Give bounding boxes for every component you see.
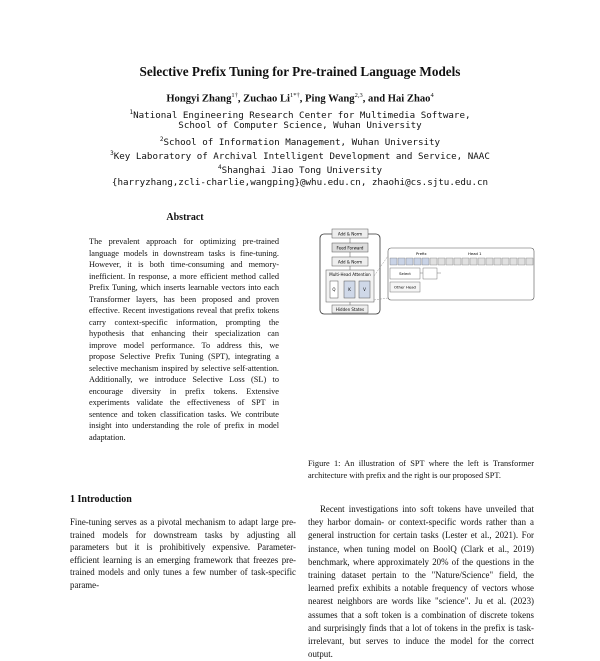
- introduction-heading: 1 Introduction: [70, 494, 132, 505]
- abstract-text: The prevalent approach for optimizing pre-trained language models in downstream tasks is fine-tuning. However, it is both time-consuming and memory-inefficient. In response, a more efficient method called Prefix Tuning, which inserts learnable vectors into each Transformer layers, has been proposed and proven effective. Recent investigations reveal that prefix tokens carry context-specific information, prompting the hypothesis that enhancing their specialization can improve model performance. To address this, we propose Selective Prefix Tuning (SPT), integrating a selective mechanism inspired by selective self-attention. Additionally, we introduce Selective Loss (SL) to encourage diversity in prefix tokens. Extensive experiments validate the effectiveness of SPT in sentence and token classification tasks. We contribute insight into understanding the role of prefix in model adaptation.: [89, 237, 279, 442]
- affiliation-text: National Engineering Research Center for Multimedia Software,: [133, 110, 471, 122]
- add-norm-mid-label: Add & Norm: [337, 259, 363, 265]
- author-sup: 4: [430, 92, 434, 99]
- author-name: Ping Wang: [305, 93, 355, 105]
- prefix-token: [510, 258, 517, 265]
- attention-label: Multi-Head Attention: [329, 272, 371, 277]
- introduction-text: Fine-tuning serves as a pivotal mechanism to adapt large pre-trained models for downstream tasks by adjusting all parameters but it is prohibitively expensive. Parameter-efficient learning is an emerging framework that freezes pre-trained models and only tunes a few number of task-specific parame-: [70, 517, 296, 590]
- prefix-token: [406, 258, 413, 265]
- prefix-token: [438, 258, 445, 265]
- hidden-states-label: Hidden States: [335, 307, 365, 312]
- prefix-token: [446, 258, 453, 265]
- key-label: K: [348, 287, 351, 292]
- prefix-token: [398, 258, 405, 265]
- prefix-token: [486, 258, 493, 265]
- abstract-heading: Abstract: [166, 212, 204, 223]
- abstract-body: [89, 236, 279, 443]
- right-column-body: [308, 503, 534, 661]
- author-name: Zuchao Li: [243, 93, 290, 105]
- affiliation-sup: 2: [159, 136, 164, 143]
- affiliation-4: [0, 161, 600, 177]
- introduction-body: [70, 516, 296, 592]
- affiliation-1b: [0, 119, 600, 132]
- prefix-token: [478, 258, 485, 265]
- other-head-label: Other Head: [394, 284, 416, 290]
- prefix-token: [502, 258, 509, 265]
- affiliation-text: Shanghai Jiao Tong University: [221, 165, 383, 177]
- author-emails[interactable]: {harryzhang,zcli-charlie,wangping}@whu.edu.cn, zhaohi@cs.sjtu.edu.cn: [111, 177, 489, 188]
- author-name: Hai Zhao: [387, 93, 431, 105]
- figure-1-caption: [308, 458, 534, 481]
- select-label: Select: [399, 271, 411, 276]
- author-name: Hongyi Zhang: [166, 93, 232, 105]
- prefix-token: [390, 258, 397, 265]
- author-sup: 1†: [231, 92, 238, 99]
- author-separator: , and: [362, 93, 388, 105]
- prefix-token: [414, 258, 421, 265]
- prefix-token: [430, 258, 437, 265]
- prefix-token: [454, 258, 461, 265]
- add-norm-top-label: Add & Norm: [337, 231, 363, 237]
- author-sup: 2,3: [354, 92, 363, 99]
- right-column-paragraph: Recent investigations into soft tokens have unveiled that they harbor domain- or context-specific words rather than a general instruction for certain tasks (Lester et al., 2021). For instance, when tuning model on BoolQ (Clark et al., 2019) benchmark, where approximately 20% of the questions in the training dataset pertain to the "Nature/Science" field, the learned prefix exhibits a notable frequency of vectors whose nearest neighbors are words like "science". Ju et al. (2023) assumes that a soft token is a combination of discrete tokens and surprisingly finds that a lot of tokens in the prefix is task-irrelevant, but serves to induce the model for the correct output.: [308, 504, 534, 660]
- author-separator: ,: [299, 93, 306, 105]
- affiliation-text: Key Laboratory of Archival Intelligent Development and Service, NAAC: [113, 151, 490, 163]
- caption-text: Figure 1: An illustration of SPT where the left is Transformer architecture with prefix and the right is our proposed SPT.: [308, 459, 534, 480]
- prefix-token: [462, 258, 469, 265]
- affiliation-sup: 1: [129, 109, 134, 116]
- value-label: V: [363, 287, 366, 292]
- prefix-token: [470, 258, 477, 265]
- prefix-token: [526, 258, 533, 265]
- affiliation-text: School of Computer Science, Wuhan University: [178, 120, 422, 131]
- affiliation-sup: 3: [110, 150, 114, 157]
- head-label: Head 1: [468, 251, 482, 256]
- query-label: Q: [332, 287, 336, 292]
- affiliation-sup: 4: [217, 164, 222, 171]
- author-list: [0, 92, 600, 105]
- prefix-token: [518, 258, 525, 265]
- author-sup: 1*†: [289, 92, 300, 99]
- affiliation-text: School of Information Management, Wuhan University: [163, 137, 441, 149]
- prefix-token: [422, 258, 429, 265]
- author-separator: ,: [237, 93, 244, 105]
- figure-1-illustration: [318, 226, 538, 402]
- select-score-box: [423, 268, 437, 279]
- prefix-label: Prefix: [416, 251, 427, 256]
- prefix-token: [494, 258, 501, 265]
- paper-title: Selective Prefix Tuning for Pre-trained Language Models: [139, 64, 461, 79]
- feed-forward-label: Feed Forward: [336, 245, 364, 251]
